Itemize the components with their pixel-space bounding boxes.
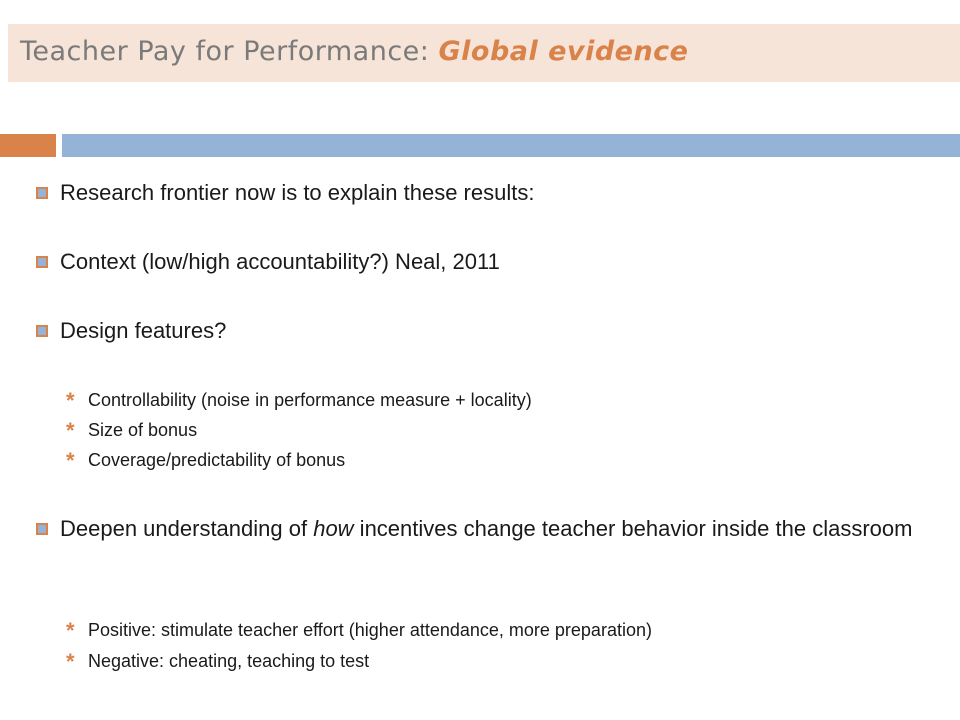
- bullet-text-emphasis: how: [313, 516, 354, 541]
- header-rule-accent: [0, 134, 56, 157]
- asterisk-icon: *: [66, 649, 75, 674]
- bullet-design-features: [36, 316, 916, 346]
- sub-item-positive: [66, 618, 926, 644]
- asterisk-icon: *: [66, 448, 75, 473]
- bullet-context: [36, 247, 916, 277]
- bullet-square-icon: [36, 187, 48, 199]
- sub-item-text: Coverage/predictability of bonus: [88, 450, 346, 470]
- slide-title: [20, 36, 689, 67]
- title-accent: Global evidence: [438, 36, 689, 67]
- sub-item-negative: [66, 649, 926, 675]
- bullet-square-icon: [36, 256, 48, 268]
- bullet-square-icon: [36, 325, 48, 337]
- sub-item-text: Size of bonus: [88, 420, 198, 440]
- sub-item-text: Negative: cheating, teaching to test: [88, 651, 370, 671]
- title-main: Teacher Pay for Performance:: [20, 36, 439, 67]
- bullet-deepen-understanding: [36, 514, 916, 544]
- sub-item-bonus-size: [66, 418, 926, 444]
- bullet-text: Design features?: [60, 318, 227, 343]
- header-rule-bar: [62, 134, 960, 157]
- asterisk-icon: *: [66, 618, 75, 643]
- sub-item-text: Positive: stimulate teacher effort (higher attendance, more preparation): [88, 620, 652, 640]
- bullet-text-after: incentives change teacher behavior inside the classroom: [353, 516, 913, 541]
- sub-item-controllability: [66, 388, 926, 414]
- bullet-text-before: Deepen understanding of: [60, 516, 314, 541]
- bullet-text: Research frontier now is to explain these results:: [60, 180, 535, 205]
- bullet-text: Context (low/high accountability?) Neal, 2011: [60, 249, 500, 274]
- sub-item-coverage: [66, 448, 926, 474]
- bullet-research-frontier: [36, 178, 916, 208]
- bullet-square-icon: [36, 523, 48, 535]
- sub-item-text: Controllability (noise in performance measure + locality): [88, 390, 532, 410]
- bullet-text: [60, 514, 916, 544]
- asterisk-icon: *: [66, 418, 75, 443]
- asterisk-icon: *: [66, 388, 75, 413]
